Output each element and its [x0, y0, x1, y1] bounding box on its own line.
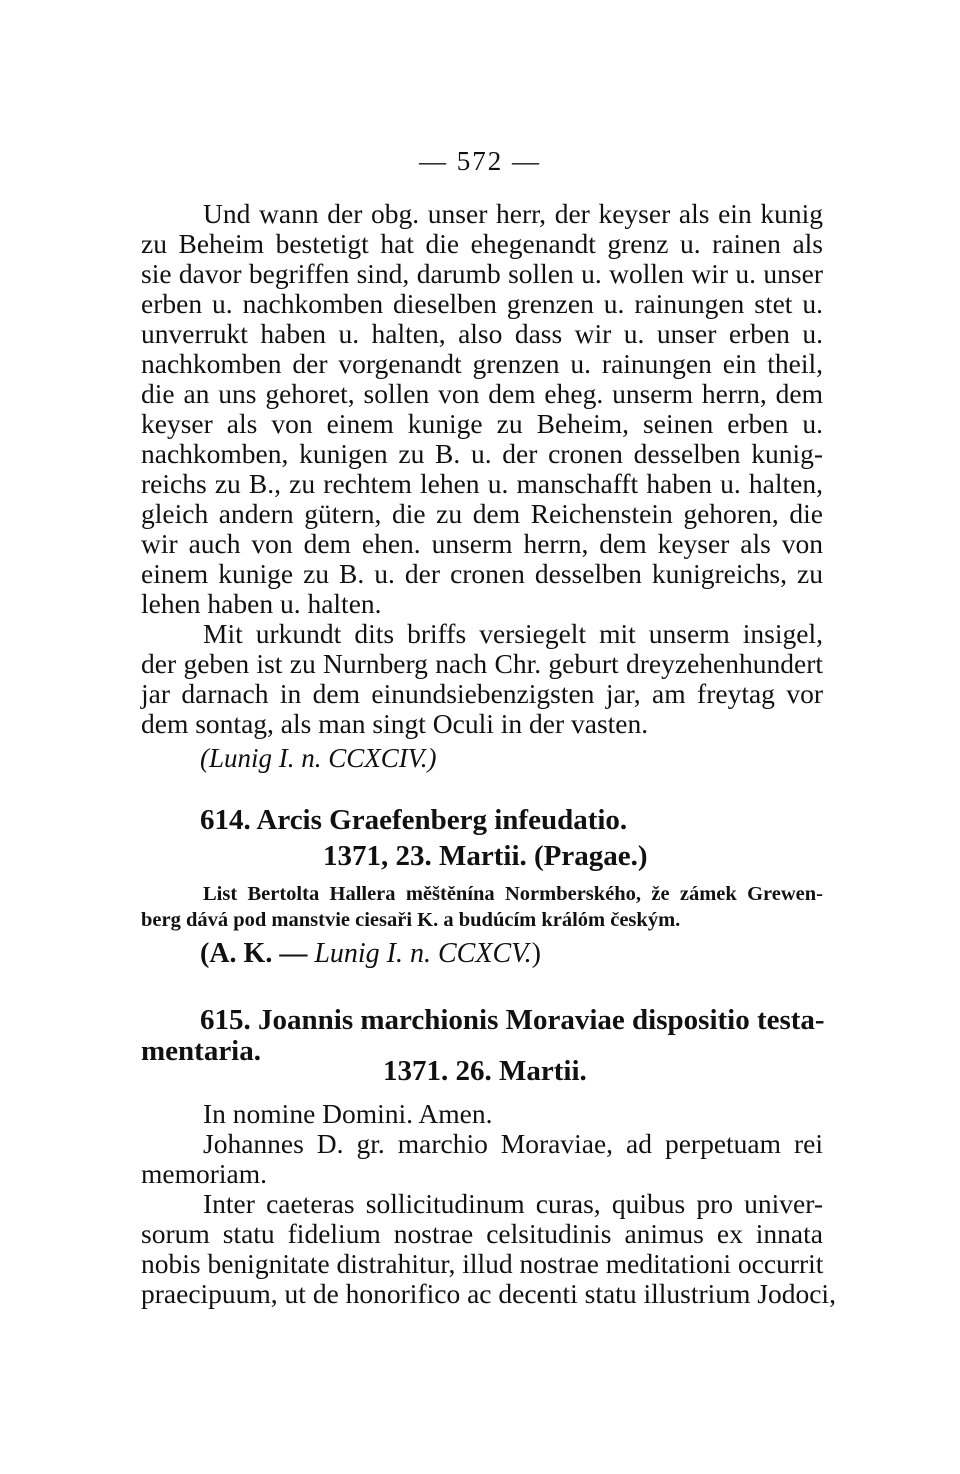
- section-614-summary: [141, 881, 823, 933]
- section-615-title-cont: mentaria.: [141, 1035, 261, 1067]
- text-line: Inter caeteras sollicitudinum curas, quibus pro univer-: [203, 1188, 823, 1219]
- text-line: nobis benignitate distrahitur, illud nostrae meditationi occurrit: [141, 1248, 824, 1279]
- text-line: zu Beheim bestetigt hat die ehegenandt grenz u. rainen als: [141, 228, 823, 259]
- section-614-date: 1371, 23. Martii. (Pragae.): [323, 840, 648, 872]
- text-line: sorum statu fidelium nostrae celsitudinis animus ex innata: [141, 1218, 823, 1249]
- text-line: nachkomben der vorgenandt grenzen u. rainungen ein theil,: [141, 348, 823, 379]
- text-line: keyser als von einem kunige zu Beheim, seinen erben u.: [141, 408, 823, 439]
- text-line: In nomine Domini. Amen.: [203, 1098, 493, 1129]
- text-line: Mit urkundt dits briffs versiegelt mit unserm insigel,: [203, 618, 823, 649]
- text-line: sie davor begriffen sind, darumb sollen u. wollen wir u. unser: [141, 258, 823, 289]
- summary-line: List Bertolta Hallera měštěnína Normberského, že zámek Grewen-: [203, 883, 823, 905]
- text-line: memoriam.: [141, 1158, 268, 1189]
- source-reference: Lunig I. n. CCXCV.: [314, 938, 532, 969]
- text-line: Und wann der obg. unser herr, der keyser als ein kunig: [203, 198, 823, 229]
- text-line: dem sontag, als man singt Oculi in der vasten.: [141, 708, 649, 739]
- paragraph-2: [141, 619, 823, 739]
- text-line: lehen haben u. halten.: [141, 588, 382, 619]
- text-line: erben u. nachkomben dieselben grenzen u. rainungen stet u.: [141, 288, 823, 319]
- text-line: reichs zu B., zu rechtem lehen u. manschafft haben u. halten,: [141, 468, 823, 499]
- section-614-source: [200, 938, 541, 970]
- text-line: einem kunige zu B. u. der cronen desselben kunigreichs, zu: [141, 558, 823, 589]
- section-615-text: [141, 1098, 836, 1309]
- page-number: — 572 —: [419, 146, 541, 176]
- citation: [200, 743, 437, 774]
- text-line: unverrukt haben u. halten, also dass wir u. unser erben u.: [141, 318, 823, 349]
- text-line: praecipuum, ut de honorifico ac decenti statu illustrium Jodoci,: [141, 1278, 836, 1309]
- text-line: der geben ist zu Nurnberg nach Chr. geburt dreyzehenhundert: [141, 648, 823, 679]
- text-line: wir auch von dem ehen. unserm herrn, dem keyser als von: [141, 528, 823, 559]
- text-line: jar darnach in dem einundsiebenzigsten jar, am freytag vor: [141, 678, 823, 709]
- text-line: die an uns gehoret, sollen von dem eheg. unserm herrn, dem: [141, 378, 823, 409]
- text-line: Johannes D. gr. marchio Moraviae, ad perpetuam rei: [203, 1128, 823, 1159]
- text-line: nachkomben, kunigen zu B. u. der cronen desselben kunig-: [141, 438, 823, 469]
- text-line: gleich andern gütern, die zu dem Reichenstein gehoren, die: [141, 498, 823, 529]
- source-prefix: (A. K. —: [200, 938, 315, 969]
- section-615-date: 1371. 26. Martii.: [383, 1055, 587, 1087]
- source-suffix: ): [531, 938, 541, 969]
- section-614-title: 614. Arcis Graefenberg infeudatio.: [200, 804, 628, 836]
- citation-text: (Lunig I. n. CCXCIV.): [200, 743, 437, 773]
- summary-line: berg dává pod manstvie ciesaři K. a budúcím králóm českým.: [141, 909, 681, 931]
- paragraph-1: [141, 199, 823, 619]
- section-615-title: 615. Joannis marchionis Moraviae dispositio testa-: [200, 1004, 825, 1036]
